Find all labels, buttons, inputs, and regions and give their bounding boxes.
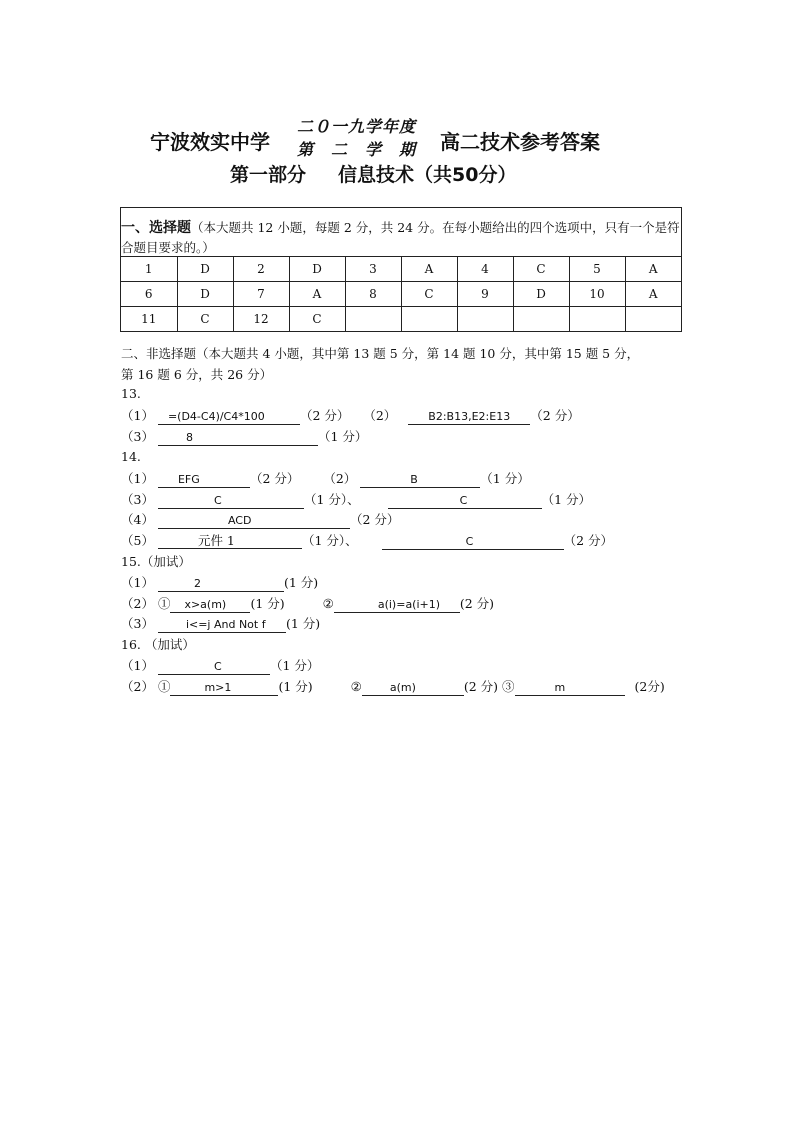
q14-p4: （4） <box>121 512 154 527</box>
q16-score1: （1 分） <box>269 658 320 673</box>
q15-answer2b: a(i)=a(i+1) <box>334 598 460 613</box>
answer-grid <box>121 256 681 331</box>
q13-answer1: =(D4-C4)/C4*100 <box>158 410 300 425</box>
table-row <box>121 307 681 332</box>
q13-number: 13. <box>121 386 141 401</box>
q14-score3b: （1 分） <box>541 492 592 507</box>
school-year: 二０一九学年度 <box>297 117 417 136</box>
cell <box>513 307 569 332</box>
q14-answer3a: C <box>158 494 304 509</box>
q13-p2: （2） <box>363 408 397 423</box>
q13-score1: （2 分） <box>299 408 350 423</box>
school-term: 第 二 学 期 <box>297 140 417 159</box>
q16-p2: （2） <box>121 679 154 694</box>
section1-label: 一、选择题 <box>121 220 191 236</box>
cell: A <box>625 282 681 307</box>
q14-line4 <box>121 510 399 529</box>
cell <box>401 307 457 332</box>
cell: D <box>289 257 345 282</box>
cell: 8 <box>345 282 401 307</box>
q14-line5 <box>121 531 613 550</box>
cell <box>345 307 401 332</box>
q16-score2c: (2分) <box>634 679 665 694</box>
q16-circle1: ① <box>157 679 171 694</box>
q15-p1: （1） <box>121 575 154 590</box>
cell <box>457 307 513 332</box>
cell: C <box>401 282 457 307</box>
q14-score4: （2 分） <box>349 512 400 527</box>
q16-number: 16. （加试） <box>121 637 195 652</box>
q13-p3: （3） <box>121 429 154 444</box>
q15-score1: (1 分) <box>283 575 319 590</box>
q15-p3: （3） <box>121 616 154 631</box>
document-title: 高二技术参考答案 <box>440 130 600 154</box>
q15-score3: (1 分) <box>285 616 321 631</box>
cell: A <box>289 282 345 307</box>
q16-line1 <box>121 656 319 675</box>
cell: D <box>177 257 233 282</box>
cell: C <box>177 307 233 332</box>
cell: 11 <box>121 307 177 332</box>
cell: C <box>513 257 569 282</box>
cell: 10 <box>569 282 625 307</box>
q14-answer4: ACD <box>158 514 350 529</box>
cell: 12 <box>233 307 289 332</box>
q14-score5b: （2 分） <box>563 533 614 548</box>
cell <box>625 307 681 332</box>
q15-circle2: ② <box>322 596 334 611</box>
section2-desc-2: 第 16 题 6 分，共 26 分） <box>121 367 273 382</box>
q15-answer1: 2 <box>158 577 284 592</box>
section1-instructions <box>121 208 681 256</box>
q13-score3: （1 分） <box>317 429 368 444</box>
q13-line1 <box>121 406 580 425</box>
q13-line3 <box>121 427 367 446</box>
q15-circle1: ① <box>157 596 171 611</box>
q14-line1 <box>121 469 530 488</box>
q13-p1: （1） <box>121 408 154 423</box>
q14-answer3b: C <box>388 494 542 509</box>
q15-p2: （2） <box>121 596 154 611</box>
cell: 7 <box>233 282 289 307</box>
q16-line2 <box>121 677 665 696</box>
q15-score2b: (2 分) <box>459 596 495 611</box>
q16-circle2: ② <box>350 679 362 694</box>
q16-answer2c: m <box>515 681 625 696</box>
q16-score2b: (2 分) <box>463 679 499 694</box>
cell: 3 <box>345 257 401 282</box>
q14-answer1: EFG <box>158 473 250 488</box>
q14-score3a: （1 分）、 <box>303 492 360 507</box>
cell: 5 <box>569 257 625 282</box>
q16-answer2b: a(m) <box>362 681 464 696</box>
cell: C <box>289 307 345 332</box>
cell: 1 <box>121 257 177 282</box>
q16-score2a: (1 分) <box>278 679 313 694</box>
q14-number: 14. <box>121 449 141 464</box>
cell: A <box>625 257 681 282</box>
q15-score2a: (1 分) <box>250 596 285 611</box>
q14-p1: （1） <box>121 471 154 486</box>
cell: 2 <box>233 257 289 282</box>
part-heading <box>230 160 516 187</box>
q14-p2: （2） <box>323 471 357 486</box>
cell: 9 <box>457 282 513 307</box>
cell: D <box>177 282 233 307</box>
q15-answer3: i<=j And Not f <box>158 618 286 633</box>
part-title: 信息技术（共50分） <box>338 164 517 186</box>
section2-desc-1: 二、非选择题（本大题共 4 小题，其中第 13 题 5 分，第 14 题 10 分，其中第 15 题 5 分， <box>121 346 640 361</box>
q14-p3: （3） <box>121 492 154 507</box>
cell: A <box>401 257 457 282</box>
q14-score1: （2 分） <box>249 471 300 486</box>
table-row <box>121 257 681 282</box>
section1-desc: （本大题共 12 小题，每题 2 分，共 24 分。在每小题给出的四个选项中，只有一个是符合题目要求的。） <box>121 220 680 255</box>
q15-line3 <box>121 614 320 633</box>
q14-p5: （5） <box>121 533 154 548</box>
table-row <box>121 282 681 307</box>
cell: 6 <box>121 282 177 307</box>
q14-score2: （1 分） <box>480 471 530 486</box>
q14-answer5a: 元件 1 <box>158 534 302 549</box>
cell: 4 <box>457 257 513 282</box>
multiple-choice-section <box>120 207 682 332</box>
q13-score2: （2 分） <box>530 408 580 423</box>
q15-line1 <box>121 573 318 592</box>
q16-p1: （1） <box>121 658 154 673</box>
q14-line3 <box>121 490 591 509</box>
q15-number: 15.（加试） <box>121 554 191 569</box>
q14-answer5b: C <box>382 535 564 550</box>
part-label: 第一部分 <box>230 164 307 186</box>
q14-answer2: B <box>360 473 480 488</box>
cell <box>569 307 625 332</box>
q13-answer2: B2:B13,E2:E13 <box>408 410 530 425</box>
q13-answer3: 8 <box>158 431 318 446</box>
q16-answer1: C <box>158 660 270 675</box>
q16-answer2a: m>1 <box>170 681 278 696</box>
q15-answer2a: x>a(m) <box>170 598 250 613</box>
q16-circle3: ③ <box>502 679 515 694</box>
school-name: 宁波效实中学 <box>150 130 270 154</box>
q15-line2 <box>121 594 494 613</box>
q14-score5a: （1 分）、 <box>301 533 358 548</box>
cell: D <box>513 282 569 307</box>
